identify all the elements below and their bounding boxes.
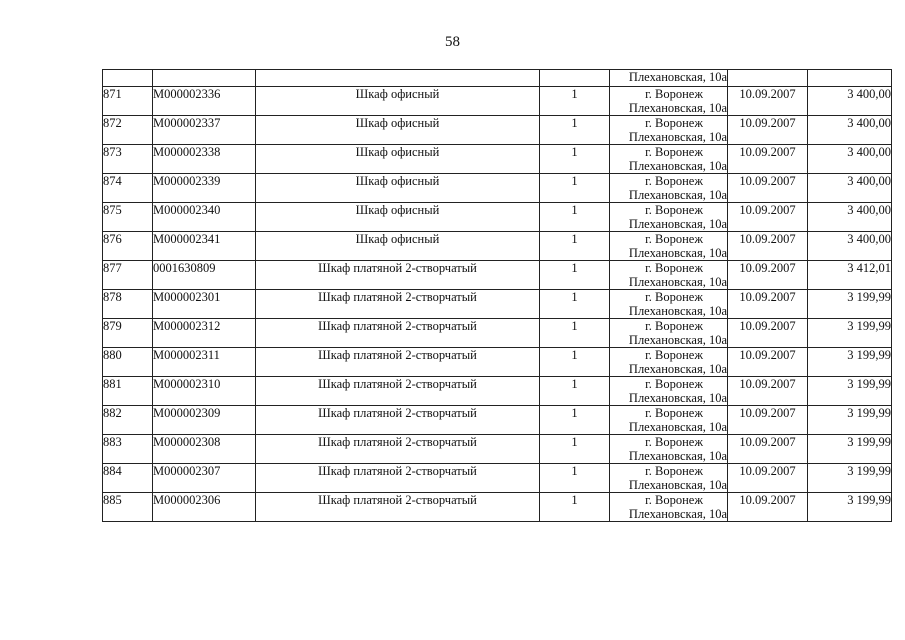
cell-date: 10.09.2007 bbox=[728, 87, 808, 116]
cell-address bbox=[610, 435, 728, 464]
cell-no: 878 bbox=[103, 290, 153, 319]
cell-qty: 1 bbox=[540, 203, 610, 232]
table-row bbox=[103, 174, 892, 203]
cell-date: 10.09.2007 bbox=[728, 261, 808, 290]
address-city: г. Воронеж bbox=[645, 435, 703, 449]
table-row bbox=[103, 377, 892, 406]
table-row bbox=[103, 145, 892, 174]
cell-qty: 1 bbox=[540, 232, 610, 261]
cell-address bbox=[610, 319, 728, 348]
address-street: Плехановская, 10а bbox=[628, 478, 727, 492]
address-street: Плехановская, 10а bbox=[628, 304, 727, 318]
cell-name bbox=[256, 70, 540, 87]
cell-code: М000002336 bbox=[153, 87, 256, 116]
cell-name: Шкаф платяной 2-створчатый bbox=[256, 377, 540, 406]
cell-qty: 1 bbox=[540, 319, 610, 348]
cell-name: Шкаф офисный bbox=[256, 87, 540, 116]
cell-no: 874 bbox=[103, 174, 153, 203]
cell-date: 10.09.2007 bbox=[728, 406, 808, 435]
address-street: Плехановская, 10а bbox=[628, 188, 727, 202]
address-city: г. Воронеж bbox=[645, 203, 703, 217]
inventory-table bbox=[102, 69, 892, 522]
cell-name: Шкаф платяной 2-створчатый bbox=[256, 464, 540, 493]
cell-name: Шкаф платяной 2-створчатый bbox=[256, 319, 540, 348]
cell-code: М000002301 bbox=[153, 290, 256, 319]
cell-name: Шкаф платяной 2-створчатый bbox=[256, 261, 540, 290]
cell-qty: 1 bbox=[540, 261, 610, 290]
table-row bbox=[103, 406, 892, 435]
cell-qty: 1 bbox=[540, 493, 610, 522]
cell-qty: 1 bbox=[540, 377, 610, 406]
cell-sum: 3 199,99 bbox=[808, 319, 892, 348]
cell-sum: 3 400,00 bbox=[808, 174, 892, 203]
cell-name: Шкаф офисный bbox=[256, 116, 540, 145]
cell-address bbox=[610, 377, 728, 406]
address-city: г. Воронеж bbox=[645, 116, 703, 130]
cell-code: М000002337 bbox=[153, 116, 256, 145]
cell-no: 876 bbox=[103, 232, 153, 261]
cell-no: 883 bbox=[103, 435, 153, 464]
cell-code: М000002306 bbox=[153, 493, 256, 522]
cell-name: Шкаф офисный bbox=[256, 232, 540, 261]
cell-sum: 3 199,99 bbox=[808, 290, 892, 319]
inventory-table-body bbox=[103, 70, 892, 522]
cell-date: 10.09.2007 bbox=[728, 232, 808, 261]
cell-date: 10.09.2007 bbox=[728, 464, 808, 493]
cell-date: 10.09.2007 bbox=[728, 203, 808, 232]
cell-no: 882 bbox=[103, 406, 153, 435]
cell-address bbox=[610, 464, 728, 493]
cell-date: 10.09.2007 bbox=[728, 290, 808, 319]
cell-name: Шкаф платяной 2-створчатый bbox=[256, 435, 540, 464]
table-row bbox=[103, 232, 892, 261]
cell-date: 10.09.2007 bbox=[728, 319, 808, 348]
address-street: Плехановская, 10а bbox=[628, 420, 727, 434]
address-street: Плехановская, 10а bbox=[628, 449, 727, 463]
cell-qty: 1 bbox=[540, 87, 610, 116]
cell-address bbox=[610, 493, 728, 522]
address-street: Плехановская, 10а bbox=[628, 217, 727, 231]
cell-name: Шкаф платяной 2-створчатый bbox=[256, 348, 540, 377]
cell-no: 877 bbox=[103, 261, 153, 290]
table-row bbox=[103, 116, 892, 145]
cell-no: 880 bbox=[103, 348, 153, 377]
cell-qty: 1 bbox=[540, 116, 610, 145]
address-city: г. Воронеж bbox=[645, 348, 703, 362]
cell-address bbox=[610, 145, 728, 174]
address-street: Плехановская, 10а bbox=[628, 333, 727, 347]
address-street: Плехановская, 10а bbox=[628, 101, 727, 115]
table-row bbox=[103, 87, 892, 116]
cell-code: М000002338 bbox=[153, 145, 256, 174]
cell-sum: 3 400,00 bbox=[808, 145, 892, 174]
cell-no: 884 bbox=[103, 464, 153, 493]
cell-code: М000002307 bbox=[153, 464, 256, 493]
address-city: г. Воронеж bbox=[645, 261, 703, 275]
address-city: г. Воронеж bbox=[645, 232, 703, 246]
address-street: Плехановская, 10а bbox=[628, 246, 727, 260]
cell-date: 10.09.2007 bbox=[728, 145, 808, 174]
cell-sum: 3 400,00 bbox=[808, 116, 892, 145]
table-row bbox=[103, 348, 892, 377]
cell-no: 875 bbox=[103, 203, 153, 232]
cell-no: 871 bbox=[103, 87, 153, 116]
address-street: Плехановская, 10а bbox=[628, 275, 727, 289]
address-street: Плехановская, 10а bbox=[628, 130, 727, 144]
cell-address bbox=[610, 261, 728, 290]
table-row bbox=[103, 319, 892, 348]
cell-qty: 1 bbox=[540, 145, 610, 174]
address-street: Плехановская, 10а bbox=[628, 362, 727, 376]
cell-code bbox=[153, 70, 256, 87]
table-row bbox=[103, 261, 892, 290]
table-row bbox=[103, 464, 892, 493]
address-city: г. Воронеж bbox=[645, 406, 703, 420]
cell-address bbox=[610, 116, 728, 145]
address-city: г. Воронеж bbox=[645, 145, 703, 159]
cell-no: 873 bbox=[103, 145, 153, 174]
cell-no: 872 bbox=[103, 116, 153, 145]
cell-address bbox=[610, 406, 728, 435]
cell-qty bbox=[540, 70, 610, 87]
cell-name: Шкаф офисный bbox=[256, 203, 540, 232]
cell-code: М000002309 bbox=[153, 406, 256, 435]
table-row-continuation bbox=[103, 70, 892, 87]
cell-address bbox=[610, 87, 728, 116]
table-row bbox=[103, 290, 892, 319]
cell-name: Шкаф платяной 2-створчатый bbox=[256, 290, 540, 319]
cell-sum: 3 199,99 bbox=[808, 406, 892, 435]
cell-name: Шкаф офисный bbox=[256, 174, 540, 203]
cell-date: 10.09.2007 bbox=[728, 174, 808, 203]
table-row bbox=[103, 435, 892, 464]
cell-code: М000002311 bbox=[153, 348, 256, 377]
cell-code: М000002339 bbox=[153, 174, 256, 203]
address-city: г. Воронеж bbox=[645, 174, 703, 188]
cell-no: 885 bbox=[103, 493, 153, 522]
cell-name: Шкаф офисный bbox=[256, 145, 540, 174]
address-street: Плехановская, 10а bbox=[628, 159, 727, 173]
cell-code: М000002308 bbox=[153, 435, 256, 464]
cell-name: Шкаф платяной 2-створчатый bbox=[256, 493, 540, 522]
cell-address: Плехановская, 10а bbox=[610, 70, 728, 87]
address-city: г. Воронеж bbox=[645, 377, 703, 391]
cell-no: 881 bbox=[103, 377, 153, 406]
table-row bbox=[103, 203, 892, 232]
address-city: г. Воронеж bbox=[645, 87, 703, 101]
page-number: 58 bbox=[445, 34, 460, 50]
cell-sum: 3 199,99 bbox=[808, 435, 892, 464]
table-row bbox=[103, 493, 892, 522]
cell-qty: 1 bbox=[540, 406, 610, 435]
cell-sum: 3 199,99 bbox=[808, 377, 892, 406]
cell-qty: 1 bbox=[540, 348, 610, 377]
cell-date: 10.09.2007 bbox=[728, 348, 808, 377]
address-city: г. Воронеж bbox=[645, 464, 703, 478]
cell-name: Шкаф платяной 2-створчатый bbox=[256, 406, 540, 435]
cell-address bbox=[610, 174, 728, 203]
cell-date: 10.09.2007 bbox=[728, 377, 808, 406]
cell-address bbox=[610, 290, 728, 319]
cell-code: М000002310 bbox=[153, 377, 256, 406]
cell-sum: 3 199,99 bbox=[808, 348, 892, 377]
cell-date bbox=[728, 70, 808, 87]
cell-code: М000002340 bbox=[153, 203, 256, 232]
cell-no bbox=[103, 70, 153, 87]
cell-sum: 3 199,99 bbox=[808, 464, 892, 493]
address-street: Плехановская, 10а bbox=[628, 507, 727, 521]
cell-date: 10.09.2007 bbox=[728, 116, 808, 145]
cell-date: 10.09.2007 bbox=[728, 493, 808, 522]
cell-sum: 3 400,00 bbox=[808, 232, 892, 261]
cell-sum: 3 400,00 bbox=[808, 87, 892, 116]
cell-code: 0001630809 bbox=[153, 261, 256, 290]
cell-address bbox=[610, 232, 728, 261]
cell-address bbox=[610, 203, 728, 232]
cell-address bbox=[610, 348, 728, 377]
cell-sum: 3 412,01 bbox=[808, 261, 892, 290]
address-city: г. Воронеж bbox=[645, 290, 703, 304]
cell-no: 879 bbox=[103, 319, 153, 348]
address-city: г. Воронеж bbox=[645, 493, 703, 507]
cell-qty: 1 bbox=[540, 174, 610, 203]
cell-qty: 1 bbox=[540, 290, 610, 319]
address-city: г. Воронеж bbox=[645, 319, 703, 333]
cell-sum: 3 400,00 bbox=[808, 203, 892, 232]
cell-sum: 3 199,99 bbox=[808, 493, 892, 522]
cell-date: 10.09.2007 bbox=[728, 435, 808, 464]
cell-qty: 1 bbox=[540, 435, 610, 464]
cell-sum bbox=[808, 70, 892, 87]
cell-code: М000002312 bbox=[153, 319, 256, 348]
address-street: Плехановская, 10а bbox=[628, 391, 727, 405]
cell-qty: 1 bbox=[540, 464, 610, 493]
cell-code: М000002341 bbox=[153, 232, 256, 261]
